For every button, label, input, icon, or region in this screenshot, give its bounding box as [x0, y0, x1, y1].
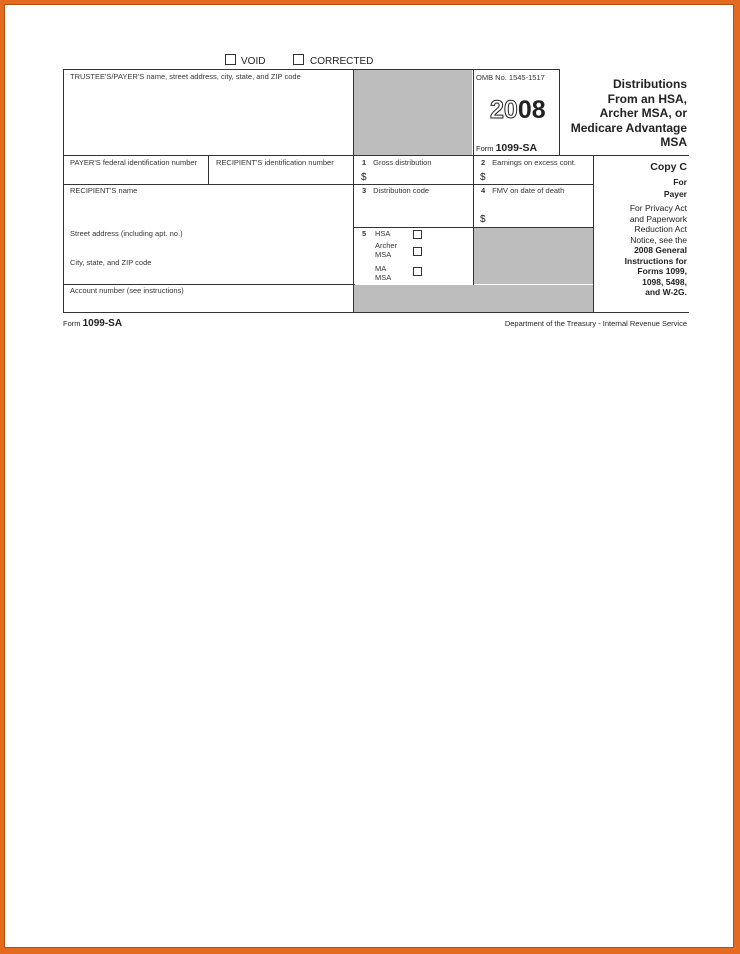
- box5-number-text: 5: [362, 229, 367, 238]
- rule-row5: [63, 284, 355, 285]
- title-line-4: Medicare Advantage: [570, 120, 687, 135]
- privacy-line-7: Forms 1099,: [637, 266, 687, 276]
- payer-fid-label: PAYER'S federal identification number: [70, 158, 198, 167]
- recipient-id-label: RECIPIENT'S identification number: [216, 158, 334, 167]
- archer-msa-label: [375, 241, 397, 259]
- copy-label: Copy C: [650, 161, 687, 173]
- copy-sidebar: [625, 160, 687, 298]
- void-label: VOID: [241, 56, 266, 67]
- box1-text: Gross distribution: [373, 158, 432, 167]
- privacy-line-6: Instructions for: [624, 255, 687, 266]
- box4-dollar: $: [480, 214, 486, 225]
- box2-number: 2: [481, 158, 486, 167]
- archer-line-2: MSA: [375, 250, 392, 259]
- rule-top: [63, 69, 559, 70]
- hsa-label: HSA: [375, 229, 391, 238]
- box3-label: [362, 186, 429, 195]
- ma-msa-label: [375, 264, 391, 282]
- payer-label: Payer: [663, 189, 687, 199]
- form-page: [4, 4, 734, 948]
- box1-label: [362, 158, 432, 167]
- trustee-label: TRUSTEE'S/PAYER'S name, street address, city, state, and ZIP code: [70, 72, 301, 81]
- recipient-name-label: RECIPIENT'S name: [70, 186, 138, 195]
- void-checkbox[interactable]: [225, 54, 236, 65]
- privacy-line-2: and Paperwork: [629, 213, 687, 224]
- hsa-checkbox[interactable]: [413, 230, 422, 239]
- omb-form-name: 1099-SA: [495, 142, 538, 154]
- rule-row2: [63, 155, 689, 156]
- shaded-area-top: [354, 70, 472, 155]
- box3-number: 3: [362, 186, 367, 195]
- rule-omb-left: [473, 69, 474, 285]
- rule-left: [63, 69, 64, 313]
- ma-msa-checkbox[interactable]: [413, 267, 422, 276]
- box3-text: Distribution code: [373, 186, 430, 195]
- box5-number: [362, 229, 373, 238]
- omb-form-prefix: Form: [476, 144, 494, 153]
- omb-form-id: [476, 142, 537, 154]
- footer-form-prefix: Form: [63, 319, 81, 328]
- tax-year-solid: 08: [517, 96, 546, 124]
- title-line-1: Distributions: [613, 77, 687, 91]
- street-address-label: Street address (including apt. no.): [70, 229, 183, 238]
- privacy-line-9: and W-2G.: [645, 287, 687, 297]
- footer-form-id: [63, 318, 122, 329]
- box1-dollar: $: [361, 172, 367, 183]
- archer-line-1: Archer: [375, 241, 398, 250]
- tax-year-outline: 20: [490, 96, 518, 124]
- corrected-label: CORRECTED: [310, 56, 374, 67]
- box4-number: 4: [481, 186, 486, 195]
- rule-sidebar: [593, 155, 594, 313]
- rule-mid: [353, 69, 354, 313]
- form-title: [571, 77, 687, 150]
- box1-number: 1: [362, 158, 367, 167]
- shaded-area-bottom: [354, 285, 593, 312]
- tax-year: [490, 96, 546, 124]
- for-label: For: [673, 177, 687, 187]
- box2-text: Earnings on excess cont.: [492, 158, 576, 167]
- title-line-2: From an HSA,: [607, 91, 687, 106]
- privacy-line-8: 1098, 5498,: [642, 276, 687, 287]
- ma-line-2: MSA: [375, 273, 392, 282]
- footer-department: Department of the Treasury - Internal Revenue Service: [504, 319, 687, 328]
- title-line-3: Archer MSA, or: [599, 106, 687, 120]
- privacy-line-5: 2008 General: [634, 245, 687, 255]
- box2-label: [481, 158, 576, 167]
- box4-text: FMV on date of death: [492, 186, 565, 195]
- privacy-line-4: Notice, see the: [630, 234, 687, 245]
- ma-line-1: MA: [375, 264, 387, 273]
- city-state-zip-label: City, state, and ZIP code: [70, 258, 152, 267]
- footer-form-name: 1099-SA: [82, 318, 123, 329]
- rule-omb-right: [559, 69, 560, 156]
- title-line-5: MSA: [660, 135, 687, 149]
- box2-dollar: $: [480, 172, 486, 183]
- shaded-area-box6: [474, 228, 593, 284]
- archer-msa-checkbox[interactable]: [413, 247, 422, 256]
- privacy-line-3: Reduction Act: [634, 224, 687, 234]
- rule-id-split: [208, 155, 209, 185]
- privacy-line-1: For Privacy Act: [629, 203, 687, 213]
- omb-number: OMB No. 1545-1517: [476, 73, 545, 82]
- rule-row3: [63, 184, 593, 185]
- corrected-checkbox[interactable]: [293, 54, 304, 65]
- box4-label: [481, 186, 564, 195]
- account-number-label: Account number (see instructions): [70, 286, 184, 295]
- rule-bottom: [63, 312, 689, 313]
